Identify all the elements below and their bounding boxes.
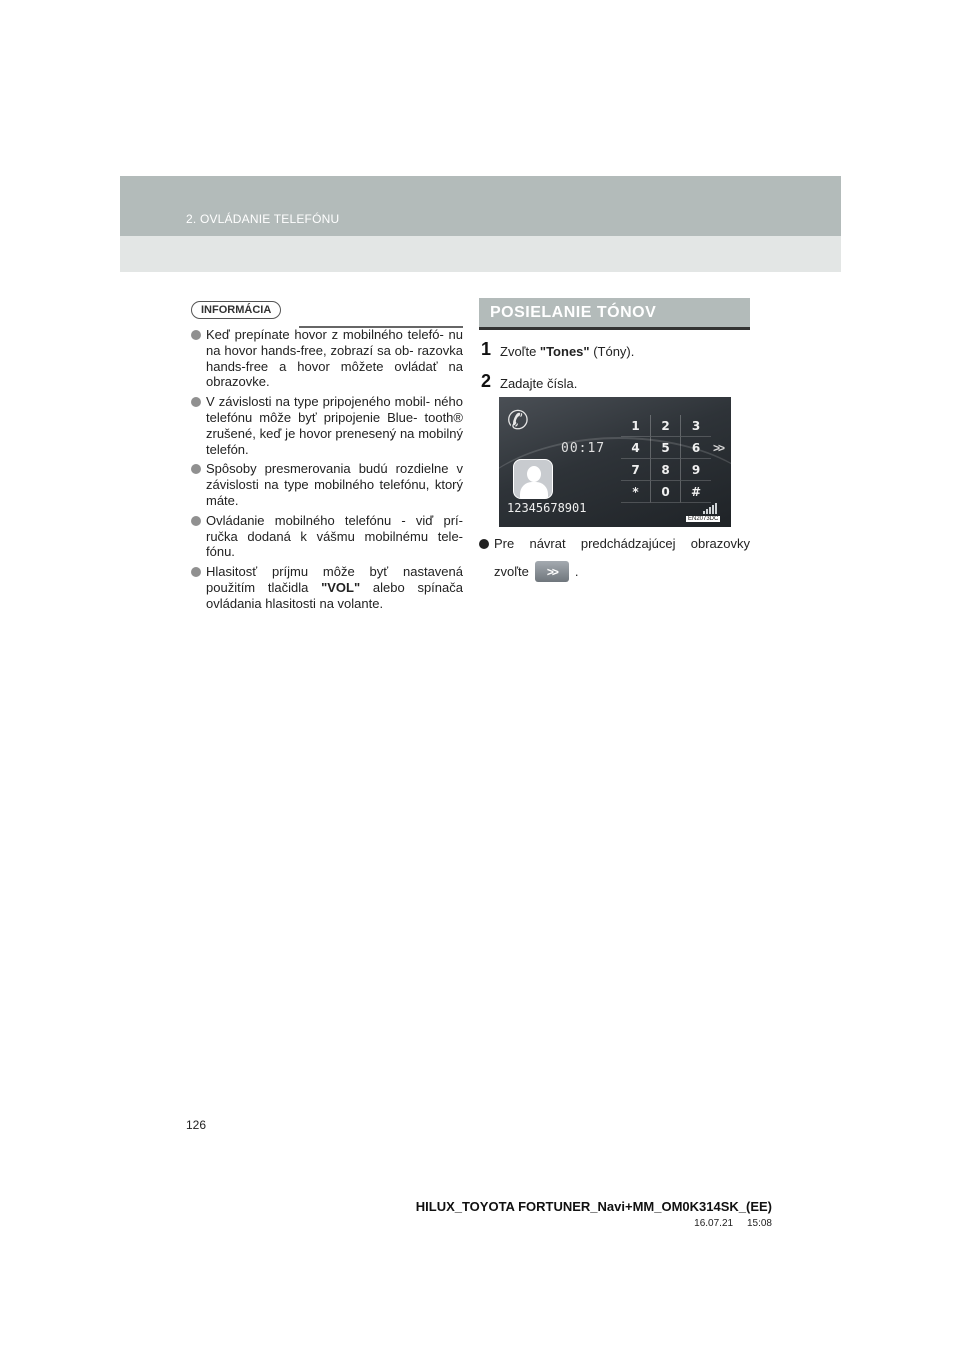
info-item-text: V závislosti na type pripojeného mobil- ného telefónu môže byť pripojenie Blue- tooth® zrušené, keď je hovor prenesený na mobilný telefón. [206,394,463,457]
tones-button-name: "Tones" [539,344,590,359]
keypad-key[interactable]: 9 [681,459,711,481]
keypad-key[interactable]: 7 [621,459,651,481]
step-text-pre: Zvoľte [500,344,540,359]
keypad-key[interactable]: * [621,481,651,503]
back-note [479,535,750,582]
call-timer: 00:17 [561,441,606,456]
keypad [621,415,711,503]
info-item-text: Keď prepínate hovor z mobilného telefó- nu na hovor hands-free, zobrazí sa ob- razovka hands-free a hovor môžete ovládať na obrazovke. [206,327,463,390]
note-line-2 [479,561,750,582]
note-line-1 [479,535,750,553]
info-item [191,461,463,508]
info-box [191,300,463,616]
phone-number: 12345678901 [507,501,587,515]
bullet-icon [479,539,489,549]
info-item [191,513,463,560]
keypad-key[interactable]: # [681,481,711,503]
step-number: 2 [481,371,492,391]
avatar-body [520,482,548,499]
section-heading: POSIELANIE TÓNOV [479,298,750,330]
back-button[interactable]: >> [713,441,724,455]
info-item [191,564,463,611]
handset-icon: ✆ [507,405,529,435]
bullet-icon [191,330,201,340]
step-text: Zadajte čísla. [500,376,578,391]
back-button-icon: >> [535,561,569,582]
note-text: Pre návrat predchádzajúcej obrazovky [494,536,750,551]
tones-section [479,298,750,394]
keypad-key[interactable]: 5 [651,437,681,459]
info-item [191,327,463,390]
step-text-post: (Tóny). [589,344,635,359]
info-item-text-post: alebo spínača ovládania hlasitosti na volante. [206,579,463,611]
avatar-head [527,466,541,482]
bullet-icon [191,567,201,577]
keypad-key[interactable]: 0 [651,481,681,503]
step-1 [479,339,750,362]
image-code: EN2073DC [688,516,719,522]
bullet-icon [191,516,201,526]
step-2 [479,371,750,394]
header-strip [120,236,841,272]
info-label: INFORMÁCIA [191,301,281,319]
tones-screen-image [499,397,731,527]
document-timestamp: 16.07.21 15:08 [694,1218,772,1229]
keypad-key[interactable]: 4 [621,437,651,459]
vol-button-name: "VOL" [321,579,361,595]
step-number: 1 [481,339,492,359]
document-code: HILUX_TOYOTA FORTUNER_Navi+MM_OM0K314SK_(EE) [415,1199,772,1214]
keypad-key[interactable]: 6 [681,437,711,459]
bullet-icon [191,464,201,474]
keypad-key[interactable]: 1 [621,415,651,437]
keypad-key[interactable]: 8 [651,459,681,481]
signal-strength-icon [703,503,717,514]
page-number: 126 [186,1118,207,1132]
info-item-text: Spôsoby presmerovania budú rozdielne v závislosti na type mobilného telefónu, ktorý máte. [206,461,463,508]
bullet-icon [191,397,201,407]
note-text-pre: zvoľte [494,563,529,579]
keypad-key[interactable]: 3 [681,415,711,437]
note-text-post: . [574,563,579,579]
section-title: 2. OVLÁDANIE TELEFÓNU [186,212,340,226]
step-text [500,344,634,359]
info-list [191,327,463,612]
keypad-key[interactable]: 2 [651,415,681,437]
info-item [191,394,463,457]
info-item-text-pre: Hlasitosť príjmu môže byť nastavená použitím tlačidla [206,564,463,595]
info-item-text: Ovládanie mobilného telefónu - viď prí- ručka dodaná k vášmu mobilnému tele- fónu. [206,512,463,560]
contact-avatar [513,459,553,499]
